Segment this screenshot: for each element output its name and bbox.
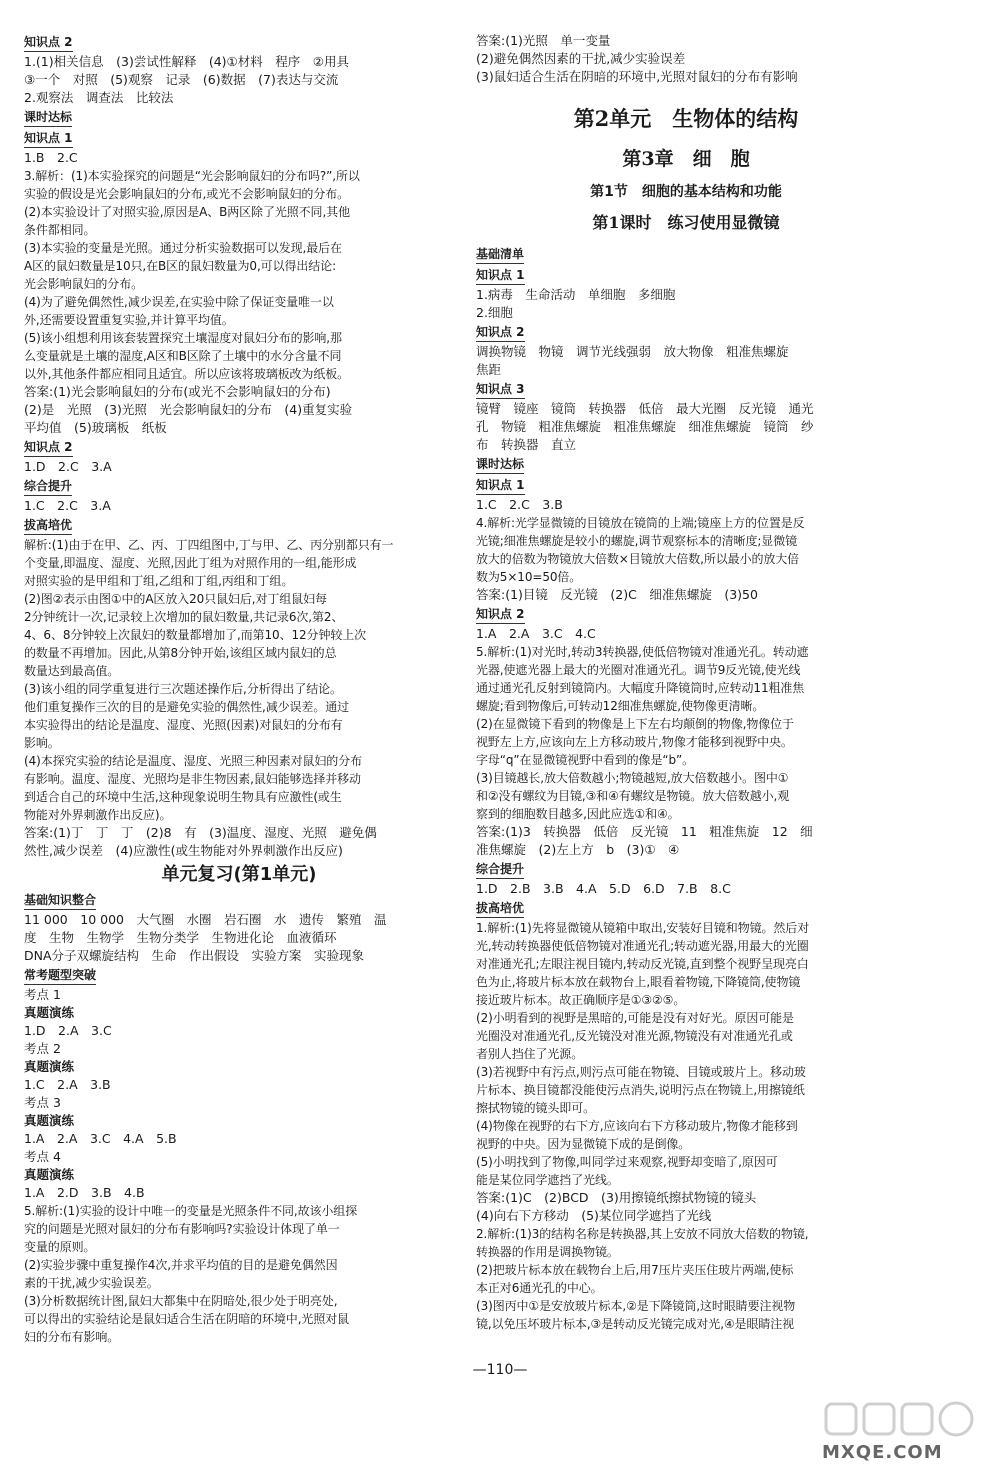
text-line: 1.B 2.C bbox=[24, 150, 78, 165]
section-heading: 知识点 2 bbox=[24, 438, 73, 457]
text-line: 1.C 2.C 3.A bbox=[24, 498, 111, 513]
lesson-title: 第1课时 练习使用显微镜 bbox=[592, 213, 780, 232]
text-line: 数量达到最高值。 bbox=[24, 664, 120, 678]
text-line: 1.病毒 生命活动 单细胞 多细胞 bbox=[476, 287, 676, 302]
text-line: 考点 2 bbox=[24, 1041, 61, 1056]
text-line: 视野的中央。因为显微镜下成的是倒像。 bbox=[476, 1137, 691, 1151]
text-line: 究的问题是光照对鼠妇的分布有影响吗?实验设计体现了单一 bbox=[24, 1222, 340, 1236]
text-line: 光镜;细准焦螺旋是较小的螺旋,调节观察标本的清晰度;显微镜 bbox=[476, 534, 798, 548]
text-line: 么变量就是土壤的湿度,A区和B区除了土壤中的水分含量不同 bbox=[24, 349, 342, 363]
section-heading-row bbox=[24, 476, 454, 497]
text-line: 数为5×10=50倍。 bbox=[476, 570, 582, 584]
unit-title: 第2单元 生物体的结构 bbox=[573, 106, 799, 131]
section-heading: 常考题型突破 bbox=[24, 966, 96, 985]
text-line: (3)本实验的变量是光照。通过分析实验数据可以发现,最后在 bbox=[24, 241, 342, 255]
section-heading-row bbox=[24, 128, 454, 149]
text-line: 能是某位同学遮挡了光线。 bbox=[476, 1173, 619, 1187]
text-line: 本正对6通光孔的中心。 bbox=[476, 1281, 603, 1295]
section-heading-row bbox=[24, 437, 454, 458]
right-column bbox=[476, 32, 896, 1333]
text-line: 5.解析:(1)对光时,转动3转换器,使低倍物镜对准通光孔。转动遮 bbox=[476, 645, 809, 659]
text-line: 2.观察法 调查法 比较法 bbox=[24, 90, 174, 105]
text-line: 1.解析:(1)先将显微镜从镜箱中取出,安装好目镜和物镜。然后对 bbox=[476, 921, 810, 935]
text-line: 螺旋;看到物像后,可转动12细准焦螺旋,使物像更清晰。 bbox=[476, 699, 765, 713]
page-number: —110— bbox=[472, 1362, 528, 1378]
text-line: 察到的细胞数目越多,因此应选①和④。 bbox=[476, 807, 680, 821]
text-line: 4、6、8分钟较上次鼠妇的数量都增加了,而第10、12分钟较上次 bbox=[24, 628, 367, 642]
text-line: (4)向右下方移动 (5)某位同学遮挡了光线 bbox=[476, 1208, 712, 1223]
text-line: 影响。 bbox=[24, 736, 60, 750]
text-line: 度 生物 生物学 生物分类学 生物进化论 血液循环 bbox=[24, 930, 337, 945]
section-heading: 基础清单 bbox=[476, 245, 524, 264]
text-line: 字母“q”在显微镜视野中看到的像是“b”。 bbox=[476, 753, 695, 767]
text-line: DNA分子双螺旋结构 生命 作出假设 实验方案 实验现象 bbox=[24, 948, 365, 963]
subheading: 真题演练 bbox=[24, 1005, 75, 1020]
section-heading: 知识点 1 bbox=[476, 266, 525, 285]
text-line: 光,转动转换器使低倍物镜对准通光孔;转动遮光器,用最大的光圈 bbox=[476, 939, 809, 953]
text-line: 答案:(1)丁 丁 丁 (2)8 有 (3)温度、湿度、光照 避免偶 bbox=[24, 825, 377, 840]
text-line: 答案:(1)光会影响鼠妇的分布(或光不会影响鼠妇的分布) bbox=[24, 384, 331, 399]
text-line: 本实验得出的结论是温度、湿度、光照(因素)对鼠妇的分布有 bbox=[24, 718, 343, 732]
text-line: A区的鼠妇数量是10只,在B区的鼠妇数量为0,可以得出结论: bbox=[24, 259, 337, 273]
text-line: 放大的倍数为物镜放大倍数×目镜放大倍数,所以最小的放大倍 bbox=[476, 552, 800, 566]
section-heading-row bbox=[476, 454, 896, 475]
text-line: (5)小明找到了物像,叫同学过来观察,视野却变暗了,原因可 bbox=[476, 1155, 778, 1169]
text-line: 调换物镜 物镜 调节光线强弱 放大物像 粗准焦螺旋 bbox=[476, 344, 789, 359]
text-line: 擦拭物镜的镜头即可。 bbox=[476, 1101, 596, 1115]
text-line: 者别人挡住了光源。 bbox=[476, 1047, 584, 1061]
text-line: (3)分析数据统计图,鼠妇大都集中在阴暗处,很少处于明亮处, bbox=[24, 1294, 338, 1308]
text-line: 然性,减少误差 (4)应激性(或生物能对外界刺激作出反应) bbox=[24, 843, 343, 858]
text-line: 光圈没对准通光孔,反光镜没对准光源,物镜没有对准通光孔或 bbox=[476, 1029, 793, 1043]
subheading: 真题演练 bbox=[24, 1167, 75, 1182]
text-line: (3)鼠妇适合生活在阴暗的环境中,光照对鼠妇的分布有影响 bbox=[476, 69, 798, 84]
section-heading-row bbox=[476, 604, 896, 625]
text-line: ③一个 对照 (5)观察 记录 (6)数据 (7)表达与交流 bbox=[24, 72, 339, 87]
watermark-text: MXQE.COM bbox=[822, 1442, 943, 1463]
left-column bbox=[24, 32, 454, 1346]
text-line: 视野左上方,应该向左上方移动玻片,物像才能移到视野中央。 bbox=[476, 735, 793, 749]
text-line: 孔 物镜 粗准焦螺旋 粗准焦螺旋 细准焦螺旋 镜筒 纱 bbox=[476, 419, 814, 434]
text-line: 2.解析:(1)3的结构名称是转换器,其上安放不同放大倍数的物镜, bbox=[476, 1227, 809, 1241]
text-line: 考点 4 bbox=[24, 1149, 61, 1164]
text-line: 5.解析:(1)实验的设计中唯一的变量是光照条件不同,故该小组探 bbox=[24, 1204, 358, 1218]
text-line: 光器,使遮光器上最大的光圈对准通光孔。调节9反光镜,使光线 bbox=[476, 663, 801, 677]
text-line: 物能对外界刺激作出反应)。 bbox=[24, 808, 172, 822]
subheading: 真题演练 bbox=[24, 1059, 75, 1074]
text-line: (2)本实验设计了对照实验,原因是A、B两区除了光照不同,其他 bbox=[24, 205, 350, 219]
section-heading-row bbox=[24, 890, 454, 911]
chapter-title: 第3章 细 胞 bbox=[622, 148, 750, 170]
text-line: 考点 1 bbox=[24, 987, 61, 1002]
text-line: 考点 3 bbox=[24, 1095, 61, 1110]
text-line: (4)为了避免偶然性,减少误差,在实验中除了保证变量唯一以 bbox=[24, 295, 334, 309]
text-line: (2)避免偶然因素的干扰,减少实验误差 bbox=[476, 51, 686, 66]
text-line: 条件都相同。 bbox=[24, 223, 96, 237]
section-heading-row bbox=[476, 475, 896, 496]
section-heading: 知识点 2 bbox=[476, 605, 525, 624]
text-line: 4.解析:光学显微镜的目镜放在镜筒的上端;镜座上方的位置是反 bbox=[476, 516, 805, 530]
text-line: 可以得出的实验结论是鼠妇适合生活在阴暗的环境中,光照对鼠 bbox=[24, 1312, 350, 1326]
text-line: (3)该小组的同学重复进行三次题述操作后,分析得出了结论。 bbox=[24, 682, 342, 696]
text-line: 对照实验的是甲组和丁组,乙组和丁组,丙组和丁组。 bbox=[24, 574, 294, 588]
text-line: 1.A 2.D 3.B 4.B bbox=[24, 1185, 145, 1200]
text-line: 到适合自己的环境中生活,这种现象说明生物具有应激性(或生 bbox=[24, 790, 342, 804]
text-line: 片标本、换目镜都没能使污点消失,说明污点在物镜上,用擦镜纸 bbox=[476, 1083, 805, 1097]
text-line: (3)若视野中有污点,则污点可能在物镜、目镜或玻片上。移动玻 bbox=[476, 1065, 806, 1079]
text-line: 解析:(1)由于在甲、乙、丙、丁四组图中,丁与甲、乙、丙分别都只有一 bbox=[24, 538, 394, 552]
text-line: 1.C 2.A 3.B bbox=[24, 1077, 111, 1092]
section-heading: 知识点 1 bbox=[24, 129, 73, 148]
text-line: 对准通光孔;左眼注视目镜内,转动反光镜,直到整个视野呈现亮白 bbox=[476, 957, 809, 971]
text-line: 1.D 2.B 3.B 4.A 5.D 6.D 7.B 8.C bbox=[476, 881, 731, 896]
section-heading-row bbox=[24, 107, 454, 128]
text-line: 2.细胞 bbox=[476, 305, 513, 320]
section-heading: 知识点 1 bbox=[476, 476, 525, 495]
section-heading: 知识点 3 bbox=[476, 380, 525, 399]
text-line: (3)图丙中①是安放玻片标本,②是下降镜筒,这时眼睛要注视物 bbox=[476, 1299, 796, 1313]
text-line: (2)在显微镜下看到的物像是上下左右均颠倒的物像,物像位于 bbox=[476, 717, 794, 731]
text-line: 通过通光孔反射到镜筒内。大幅度升降镜筒时,应转动11粗准焦 bbox=[476, 681, 805, 695]
text-line: 镜,以免压坏玻片标本,③是转动反光镜完成对光,④是眼睛注视 bbox=[476, 1317, 795, 1331]
text-line: 有影响。温度、湿度、光照均是非生物因素,鼠妇能够选择并移动 bbox=[24, 772, 361, 786]
section-heading-row bbox=[476, 244, 896, 265]
text-line: 妇的分布有影响。 bbox=[24, 1330, 120, 1344]
section-heading: 基础知识整合 bbox=[24, 891, 96, 910]
text-line: 镜臂 镜座 镜筒 转换器 低倍 最大光圈 反光镜 通光 bbox=[476, 401, 814, 416]
text-line: 1.(1)相关信息 (3)尝试性解释 (4)①材料 程序 ②用具 bbox=[24, 54, 349, 69]
section-heading: 课时达标 bbox=[476, 455, 524, 474]
text-line: 素的干扰,减少实验误差。 bbox=[24, 1276, 159, 1290]
text-line: (2)把玻片标本放在载物台上后,用7压片夹压住玻片两端,使标 bbox=[476, 1263, 794, 1277]
section-heading: 综合提升 bbox=[24, 477, 72, 496]
text-line: 答案:(1)C (2)BCD (3)用擦镜纸擦拭物镜的镜头 bbox=[476, 1190, 757, 1205]
section-heading: 拔高培优 bbox=[24, 516, 72, 535]
text-line: 实验的假设是光会影响鼠妇的分布,或光不会影响鼠妇的分布。 bbox=[24, 187, 350, 201]
text-line: 1.D 2.C 3.A bbox=[24, 459, 112, 474]
unit-review-title: 单元复习(第1单元) bbox=[161, 864, 317, 885]
section-heading-row bbox=[24, 515, 454, 536]
text-line: 1.D 2.A 3.C bbox=[24, 1023, 112, 1038]
text-line: 准焦螺旋 (2)左上方 b (3)① ④ bbox=[476, 842, 680, 857]
subheading: 真题演练 bbox=[24, 1113, 75, 1128]
text-line: 色为止,将玻片标本放在载物台上,眼看着物镜,下降镜筒,使物镜 bbox=[476, 975, 801, 989]
text-line: 以外,其他条件都应相同且适宜。所以应该将玻璃板改为纸板。 bbox=[24, 367, 350, 381]
text-line: 1.A 2.A 3.C 4.C bbox=[476, 626, 596, 641]
text-line: 变量的原则。 bbox=[24, 1240, 96, 1254]
text-line: 答案:(1)目镜 反光镜 (2)C 细准焦螺旋 (3)50 bbox=[476, 587, 758, 602]
section-title: 第1节 细胞的基本结构和功能 bbox=[590, 184, 782, 200]
text-line: (3)目镜越长,放大倍数越小;物镜越短,放大倍数越小。图中① bbox=[476, 771, 789, 785]
section-heading-row bbox=[476, 859, 896, 880]
text-line: 他们重复操作三次的目的是避免实验的偶然性,减少误差。通过 bbox=[24, 700, 350, 714]
text-line: 焦距 bbox=[476, 362, 502, 377]
text-line: 3.解析：(1)本实验探究的问题是“光会影响鼠妇的分布吗?”,所以 bbox=[24, 169, 360, 183]
text-line: (2)是 光照 (3)光照 光会影响鼠妇的分布 (4)重复实验 bbox=[24, 402, 353, 417]
section-heading: 知识点 2 bbox=[24, 33, 73, 52]
section-heading-row bbox=[476, 322, 896, 343]
text-line: 2分钟统计一次,记录较上次增加的鼠妇数量,共记录6次,第2、 bbox=[24, 610, 344, 624]
text-line: 光会影响鼠妇的分布。 bbox=[24, 277, 144, 291]
section-heading-row bbox=[476, 265, 896, 286]
section-heading-row bbox=[24, 32, 454, 53]
section-heading: 知识点 2 bbox=[476, 323, 525, 342]
text-line: 11 000 10 000 大气圈 水圈 岩石圈 水 遗传 繁殖 温 bbox=[24, 912, 387, 927]
section-heading: 综合提升 bbox=[476, 860, 524, 879]
text-line: 答案:(1)3 转换器 低倍 反光镜 11 粗准焦旋 12 细 bbox=[476, 824, 813, 839]
text-line: 平均值 (5)玻璃板 纸板 bbox=[24, 420, 167, 435]
text-line: (2)小明看到的视野是黑暗的,可能是没有对好光。原因可能是 bbox=[476, 1011, 794, 1025]
text-line: 布 转换器 直立 bbox=[476, 437, 577, 452]
section-heading-row bbox=[24, 965, 454, 986]
text-line: 1.C 2.C 3.B bbox=[476, 497, 563, 512]
section-heading: 拔高培优 bbox=[476, 899, 524, 918]
text-line: 的数量不再增加。因此,从第8分钟开始,该组区域内鼠妇的总 bbox=[24, 646, 337, 660]
section-heading-row bbox=[476, 379, 896, 400]
text-line: (4)物像在视野的右下方,应该向右下方移动玻片,物像才能移到 bbox=[476, 1119, 798, 1133]
section-heading-row bbox=[476, 898, 896, 919]
text-line: (2)图②表示由图①中的A区放入20只鼠妇后,对丁组鼠妇每 bbox=[24, 592, 327, 606]
text-line: 接近玻片标本。故正确顺序是①③②⑤。 bbox=[476, 993, 686, 1007]
section-heading: 课时达标 bbox=[24, 108, 72, 127]
text-line: 答案:(1)光照 单一变量 bbox=[476, 33, 611, 48]
text-line: 转换器的作用是调换物镜。 bbox=[476, 1245, 619, 1259]
text-line: (5)该小组想利用该套装置探究土壤湿度对鼠妇分布的影响,那 bbox=[24, 331, 342, 345]
text-line: (2)实验步骤中重复操作4次,并求平均值的目的是避免偶然因 bbox=[24, 1258, 338, 1272]
text-line: 1.A 2.A 3.C 4.A 5.B bbox=[24, 1131, 177, 1146]
text-line: (4)本探究实验的结论是温度、湿度、光照三种因素对鼠妇的分布 bbox=[24, 754, 363, 768]
text-line: 个变量,即温度、湿度、光照,因此丁组为对照作用的一组,能形成 bbox=[24, 556, 357, 570]
text-line: 和②没有螺纹为目镜,③和④有螺纹是物镜。放大倍数越小,观 bbox=[476, 789, 790, 803]
text-line: 外,还需要设置重复实验,并计算平均值。 bbox=[24, 313, 234, 327]
